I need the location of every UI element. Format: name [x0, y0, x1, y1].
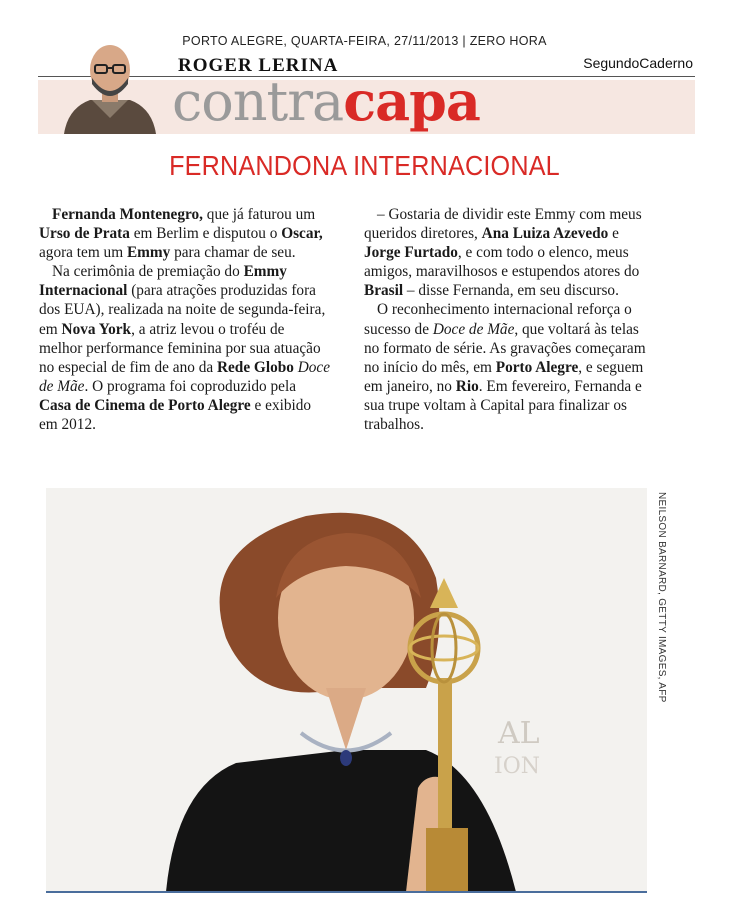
section-label: SegundoCaderno — [583, 55, 693, 71]
photo-bottom-rule — [46, 891, 647, 893]
paragraph: O reconhecimento internacional reforça o sucesso de Doce de Mãe, que voltará às telas no formato de série. As gravações começaram no início do mês, em Porto Alegre, e seguem em janeiro, no Rio. Em fevereiro, Fernanda e sua trupe voltam à Capital para finalizar os trabalhos. — [364, 301, 646, 434]
paragraph: Na cerimônia de premiação do Emmy Internacional (para atrações produzidas fora dos EUA), realizada na noite de segunda-feira, em Nova York, a atriz levou o troféu de melhor performance feminina por sua atuação no especial de fim de ano da Rede Globo Doce de Mãe. O programa foi coproduzido pela Casa de Cinema de Porto Alegre e exibido em 2012. — [39, 263, 330, 434]
photo-illustration — [46, 488, 647, 892]
masthead-contra: contra — [172, 70, 344, 133]
article-headline: FERNANDONA INTERNACIONAL — [169, 150, 560, 181]
article-column-left — [39, 205, 331, 434]
article-column-right — [364, 205, 656, 434]
author-portrait — [60, 38, 160, 134]
author-name: ROGER LERINA — [178, 55, 339, 76]
paragraph: – Gostaria de dividir este Emmy com meus queridos diretores, Ana Luiza Azevedo e Jorge Furtado, e com todo o elenco, meus amigos, maravilhosos e estupendos atores do Brasil – disse Fernanda, em seu discurso. — [364, 206, 642, 300]
backdrop-text-1: AL — [498, 716, 540, 751]
masthead-capa: capa — [343, 69, 480, 133]
article-photo — [46, 488, 647, 892]
masthead-title — [172, 66, 480, 137]
paragraph: Fernanda Montenegro, que já faturou um Urso de Prata em Berlim e disputou o Oscar, agora tem um Emmy para chamar de seu. — [39, 206, 323, 262]
backdrop-text-2: ION — [494, 754, 540, 779]
photo-credit: NEILSON BARNARD, GETTY IMAGES, AFP — [656, 492, 667, 703]
dateline: PORTO ALEGRE, QUARTA-FEIRA, 27/11/2013 | ZERO HORA — [182, 34, 547, 48]
